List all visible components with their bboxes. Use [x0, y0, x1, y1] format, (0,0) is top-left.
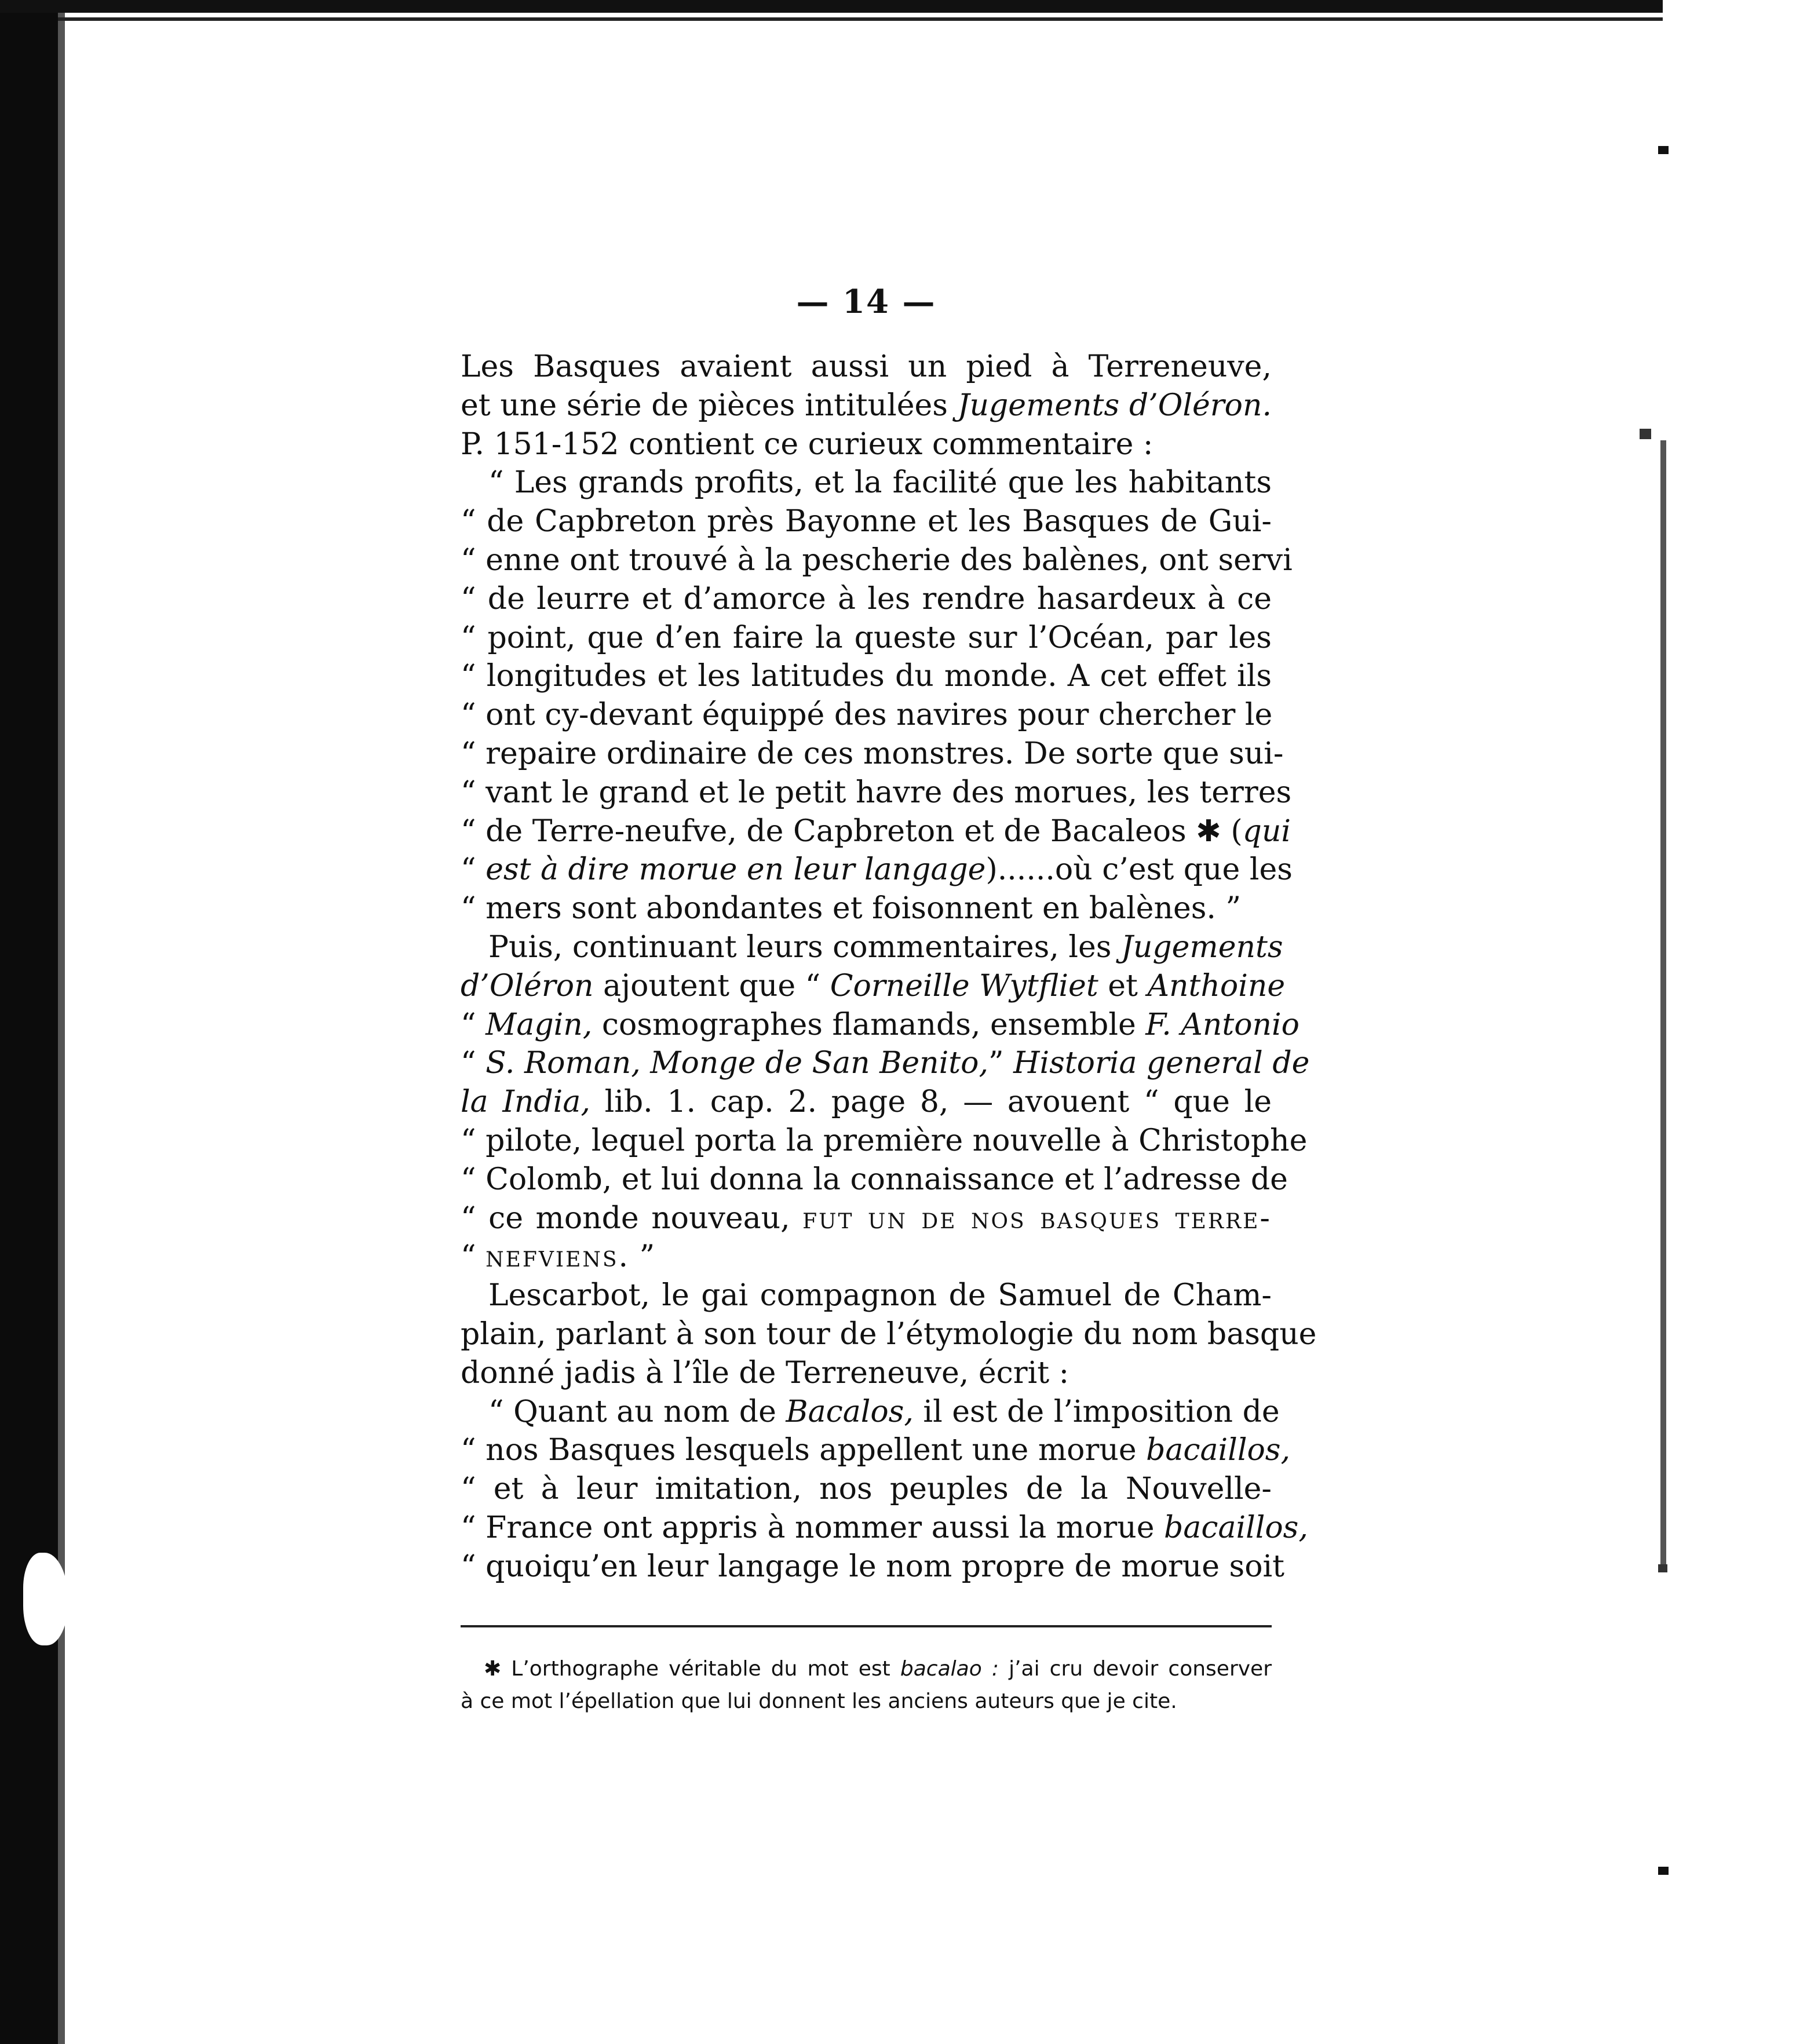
body-text: Jugements: [1121, 930, 1283, 965]
body-text: )......où c’est que les: [985, 852, 1293, 888]
body-text: Bacalos,: [786, 1394, 914, 1429]
body-line: [461, 425, 1272, 464]
body-text: “ de Capbreton près Bayonne et les Basques de Gui-: [461, 504, 1272, 539]
body-text: “ nos Basques lesquels appellent une morue: [461, 1433, 1147, 1468]
body-text: “ et à leur imitation, nos peuples de la Nouvelle-: [461, 1472, 1272, 1507]
scan-right-mark-top: [1640, 429, 1651, 439]
body-line: [461, 928, 1283, 967]
body-text: “ vant le grand et le petit havre des morues, les terres: [461, 775, 1292, 810]
body-text: donné jadis à l’île de Terreneuve, écrit :: [461, 1355, 1069, 1390]
body-text: ”: [630, 1239, 655, 1275]
body-text: d’Oléron: [461, 968, 594, 1003]
body-line: [461, 1315, 1317, 1354]
body-text: est à dire morue en leur langage: [485, 852, 986, 888]
body-text: S. Roman, Monge de San Benito,: [485, 1046, 988, 1081]
scan-binding-shadow: [58, 13, 65, 2044]
body-text: Historia general de: [1013, 1046, 1310, 1081]
scan-dot-bottom: [1658, 1867, 1669, 1875]
body-text: “ longitudes et les latitudes du monde. A cet effet ils: [461, 659, 1272, 694]
body-line: [461, 735, 1284, 773]
body-text: Magin,: [485, 1007, 593, 1042]
body-text: bacaillos,: [1146, 1433, 1290, 1468]
scan-right-mark-bottom: [1658, 1564, 1667, 1572]
body-text: et: [1098, 968, 1148, 1003]
body-text: ”: [988, 1046, 1014, 1081]
page-number: — 14 —: [796, 283, 936, 321]
body-line: [461, 1354, 1272, 1393]
body-line: [461, 1509, 1308, 1547]
body-line: [461, 386, 1272, 425]
body-text: la India,: [461, 1085, 590, 1120]
body-text: cosmographes flamands, ensemble: [592, 1007, 1146, 1042]
body-line: [461, 1547, 1285, 1586]
body-text: lib. 1. cap. 2. page 8, — avouent “ que le: [590, 1085, 1272, 1120]
footnote-rule: [461, 1625, 1272, 1627]
body-text: “ France ont appris à nommer aussi la morue: [461, 1510, 1165, 1545]
scan-dot-top: [1658, 146, 1669, 154]
body-text: qui: [1242, 813, 1291, 849]
body-text: fut un de nos basques terre-: [802, 1200, 1272, 1236]
footnote-text: à ce mot l’épellation que lui donnent les anciens auteurs que je cite.: [461, 1689, 1177, 1713]
body-text: “ pilote, lequel porta la première nouvelle à Christophe: [461, 1123, 1308, 1158]
body-line: [461, 541, 1293, 580]
scan-right-margin: [1663, 0, 1796, 2044]
body-line: [461, 851, 1293, 889]
body-line: [461, 580, 1272, 619]
body-line: [461, 463, 1272, 502]
body-line: [461, 889, 1272, 928]
body-text: “ Quant au nom de: [488, 1394, 786, 1429]
body-line: [461, 1122, 1308, 1160]
body-text: P. 151-152 contient ce curieux commentaire :: [461, 426, 1153, 462]
body-text: “ ce monde nouveau,: [461, 1200, 803, 1236]
body-line: [461, 1276, 1272, 1315]
scan-left-edge: [0, 0, 58, 2044]
scan-top-rule: [58, 17, 1796, 21]
body-line: [461, 1393, 1280, 1432]
body-line: [461, 348, 1272, 386]
footnote-text: j’ai cru devoir conserver: [998, 1657, 1272, 1681]
body-line: [461, 1006, 1299, 1045]
body-text: “ repaire ordinaire de ces monstres. De sorte que sui-: [461, 736, 1284, 771]
body-line: [461, 1083, 1272, 1122]
body-text: bacaillos,: [1164, 1510, 1308, 1545]
scan-top-edge: [0, 0, 1796, 13]
body-text: “ quoiqu’en leur langage le nom propre de morue soit: [461, 1549, 1285, 1584]
footnote-text: ✱ L’orthographe véritable du mot est: [484, 1657, 900, 1681]
body-text: Corneille Wytfliet: [830, 968, 1098, 1003]
body-text: “ de leurre et d’amorce à les rendre hasardeux à ce: [461, 581, 1272, 616]
body-text: “ ont cy-devant équippé des navires pour chercher le: [461, 698, 1273, 733]
body-text: F. Antonio: [1145, 1007, 1299, 1042]
body-text: plain, parlant à son tour de l’étymologie du nom basque: [461, 1317, 1317, 1352]
body-text: Lescarbot, le gai compagnon de Samuel de Cham-: [488, 1278, 1272, 1313]
body-line: [461, 1044, 1310, 1083]
body-text: “: [461, 1239, 486, 1275]
footnote-text: bacalao :: [900, 1657, 999, 1681]
body-line: [461, 1160, 1288, 1199]
body-line: [461, 1238, 1272, 1276]
scan-right-rule: [1660, 440, 1666, 1570]
body-line: [461, 502, 1272, 541]
body-text: “ mers sont abondantes et foisonnent en balènes. ”: [461, 891, 1242, 926]
body-line: [461, 812, 1291, 851]
body-line: [461, 1431, 1290, 1470]
footnote-line: [461, 1653, 1272, 1685]
body-text: ajoutent que “: [593, 968, 830, 1003]
body-line: [461, 619, 1272, 658]
body-text: Les Basques avaient aussi un pied à Terreneuve,: [461, 349, 1272, 384]
body-text: nefviens.: [485, 1239, 630, 1275]
body-text: Jugements d’Oléron.: [957, 388, 1272, 423]
body-text: “: [461, 1046, 486, 1081]
footnote-line: [461, 1685, 1272, 1718]
body-text: “ de Terre-neufve, de Capbreton et de Bacaleos ✱ (: [461, 813, 1243, 849]
body-text: “ Colomb, et lui donna la connaissance et l’adresse de: [461, 1162, 1288, 1197]
body-text: Puis, continuant leurs commentaires, les: [488, 930, 1121, 965]
body-line: [461, 696, 1272, 735]
body-line: [461, 657, 1272, 696]
body-text: Anthoine: [1147, 968, 1286, 1003]
body-text: “ Les grands profits, et la facilité que les habitants: [488, 465, 1272, 501]
body-line: [461, 773, 1292, 812]
body-text: il est de l’imposition de: [913, 1394, 1280, 1429]
body-text: et une série de pièces intitulées: [461, 388, 958, 423]
body-line: [461, 1199, 1272, 1238]
body-line: [461, 1470, 1272, 1509]
body-text: “: [461, 852, 486, 888]
body-text: “ enne ont trouvé à la pescherie des balènes, ont servi: [461, 543, 1293, 578]
body-text: “ point, que d’en faire la queste sur l’Océan, par les: [461, 620, 1272, 655]
body-text: “: [461, 1007, 486, 1042]
body-line: [461, 967, 1286, 1006]
